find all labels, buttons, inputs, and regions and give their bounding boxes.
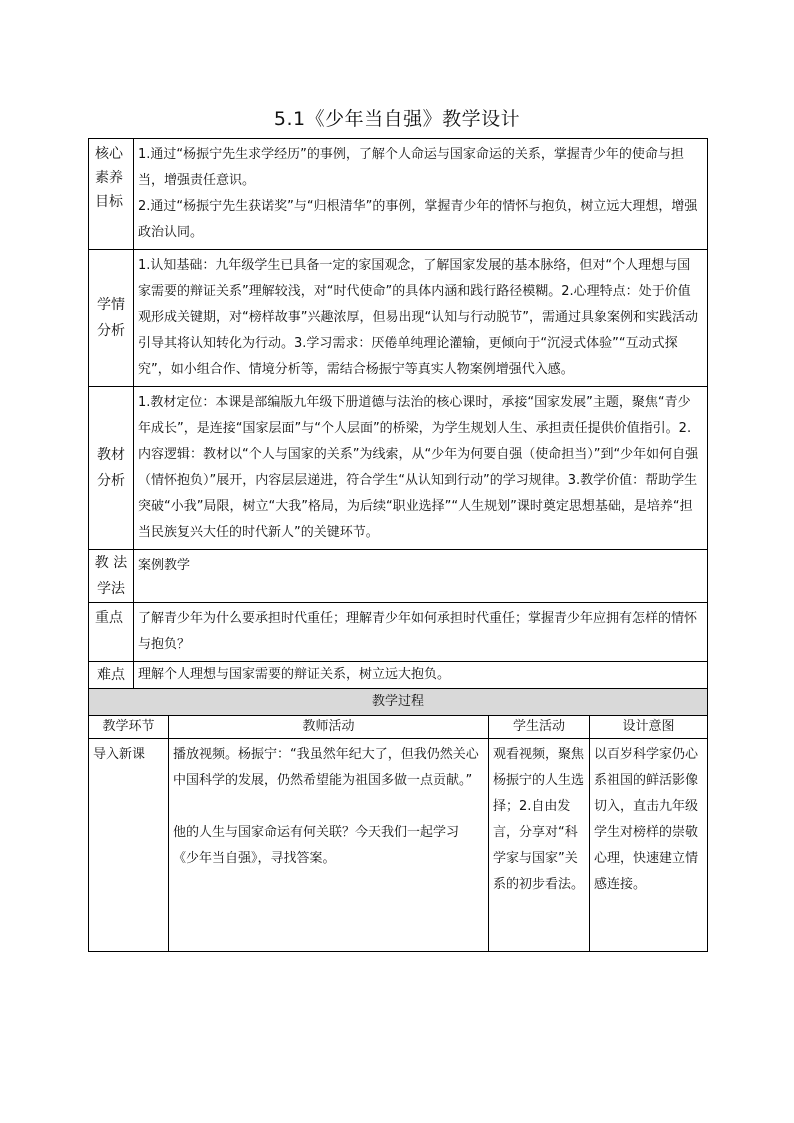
student-activity-cell: 观看视频，聚焦杨振宁的人生选择；2.自由发言，分享对“科学家与国家”关系的初步看法。 — [489, 739, 590, 952]
teacher-activity-paragraph: 播放视频。杨振宁：“我虽然年纪大了，但我仍然关心中国科学的发展，仍然希望能为祖国多做一点贡献。” — [173, 747, 479, 788]
column-header: 学生活动 — [489, 716, 590, 739]
method-label-line: 教 法 — [94, 555, 128, 571]
goals-content — [134, 139, 708, 250]
method-content: 案例教学 — [134, 550, 708, 603]
material-label-line: 分析 — [97, 473, 125, 489]
stage-cell: 导入新课 — [89, 739, 169, 952]
process-heading-row — [89, 689, 708, 716]
key-point-content: 了解青少年为什么要承担时代重任；理解青少年如何承担时代重任；掌握青少年应拥有怎样的情怀与抱负？ — [134, 603, 708, 662]
lesson-plan-table — [88, 138, 708, 952]
column-header: 教学环节 — [89, 716, 169, 739]
design-intent-cell: 以百岁科学家仍心系祖国的鲜活影像切入，直击九年级学生对榜样的崇敬心理，快速建立情感连接。 — [590, 739, 708, 952]
key-point-label: 重点 — [89, 603, 134, 662]
process-row — [89, 739, 708, 952]
goals-label-line: 目标 — [95, 194, 123, 210]
goal-item: 2.通过“杨振宁先生获诺奖”与“归根清华”的事例，掌握青少年的情怀与抱负，树立远大理想，增强政治认同。 — [138, 199, 698, 240]
method-label — [89, 550, 134, 603]
teacher-activity-paragraph: 他的人生与国家命运有何关联？今天我们一起学习《少年当自强》，寻找答案。 — [173, 825, 460, 866]
process-heading: 教学过程 — [89, 689, 708, 716]
material-label-line: 教材 — [97, 447, 125, 463]
method-label-line: 学法 — [97, 581, 125, 597]
process-header-row — [89, 716, 708, 739]
analysis-content: 1.认知基础：九年级学生已具备一定的家国观念，了解国家发展的基本脉络，但对“个人理想与国家需要的辩证关系”理解较浅，对“时代使命”的具体内涵和践行路径模糊。2.心理特点：处于价值观形成关键期，对“榜样故事”兴趣浓厚，但易出现“认知与行动脱节”，需通过具象案例和实践活动引导其将认知转化为行动。3.学习需求：厌倦单纯理论灌输，更倾向于“沉浸式体验”“互动式探究”，如小组合作、情境分析等，需结合杨振宁等真实人物案例增强代入感。 — [134, 250, 708, 387]
teacher-activity-cell — [169, 739, 489, 952]
difficulty-content: 理解个人理想与国家需要的辩证关系，树立远大抱负。 — [134, 662, 708, 689]
goals-label — [89, 139, 134, 250]
method-row — [89, 550, 708, 603]
goals-label-line: 素养 — [95, 170, 123, 186]
page-title: 5.1《少年当自强》教学设计 — [273, 108, 521, 130]
column-header: 设计意图 — [590, 716, 708, 739]
goal-item: 1.通过“杨振宁先生求学经历”的事例，了解个人命运与国家命运的关系，掌握青少年的使命与担当，增强责任意识。 — [138, 147, 684, 188]
difficulty-label: 难点 — [89, 662, 134, 689]
goals-label-line: 核心 — [95, 146, 123, 162]
goals-row — [89, 139, 708, 250]
column-header: 教师活动 — [169, 716, 489, 739]
material-label — [89, 387, 134, 550]
analysis-label-line: 分析 — [97, 323, 125, 339]
material-content: 1.教材定位：本课是部编版九年级下册道德与法治的核心课时，承接“国家发展”主题，聚焦“青少年成长”，是连接“国家层面”与“个人层面”的桥梁，为学生规划人生、承担责任提供价值指引。2.内容逻辑：教材以“个人与国家的关系”为线索，从“少年为何要自强（使命担当）”到“少年如何自强（情怀抱负）”展开，内容层层递进，符合学生“从认知到行动”的学习规律。3.教学价值：帮助学生突破“小我”局限，树立“大我”格局，为后续“职业选择”“人生规划”课时奠定思想基础，是培养“担当民族复兴大任的时代新人”的关键环节。 — [134, 387, 708, 550]
analysis-label-line: 学情 — [97, 297, 125, 313]
analysis-label — [89, 250, 134, 387]
material-row — [89, 387, 708, 550]
difficulty-row — [89, 662, 708, 689]
analysis-row — [89, 250, 708, 387]
key-point-row — [89, 603, 708, 662]
